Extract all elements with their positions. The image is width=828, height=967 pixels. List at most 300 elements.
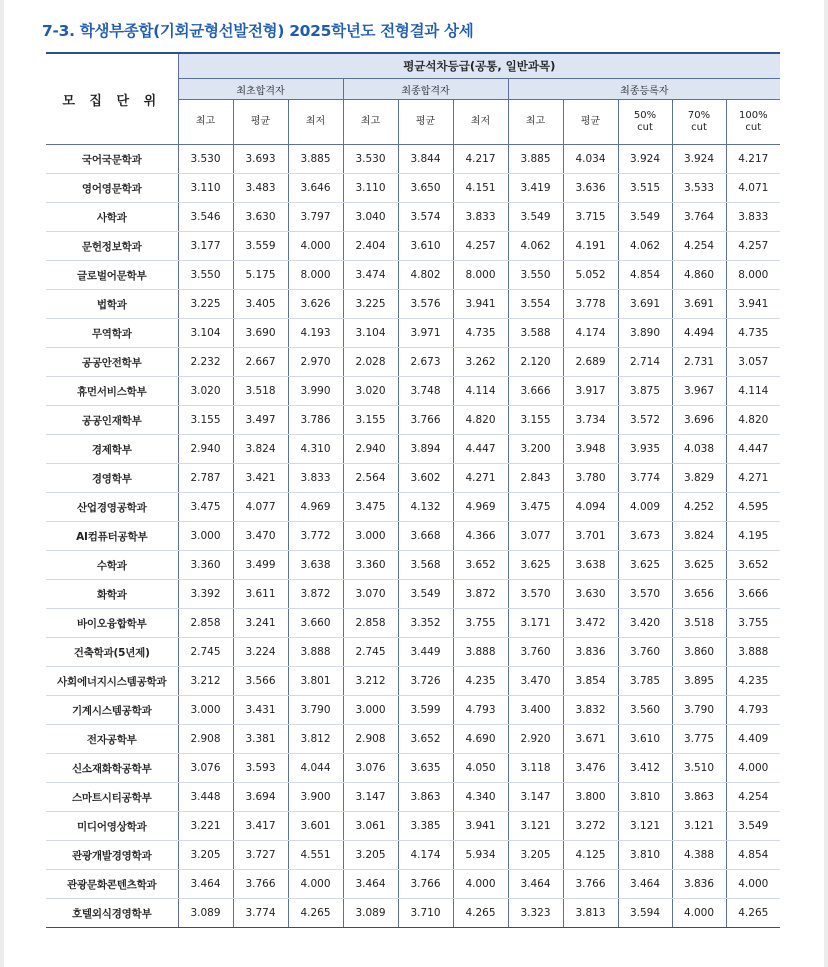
table-row: [46, 493, 780, 522]
group-header-final-admit: 최종합격자: [343, 79, 508, 100]
grade-cell: 8.000: [288, 261, 343, 290]
table-row: [46, 290, 780, 319]
column-header: 100% cut: [726, 100, 780, 145]
grade-cell: 4.252: [672, 493, 726, 522]
department-name: 호텔외식경영학부: [46, 899, 178, 928]
grade-cell: 3.652: [398, 725, 453, 754]
grade-cell: 2.940: [178, 435, 233, 464]
grade-cell: 3.766: [398, 870, 453, 899]
grade-cell: 3.971: [398, 319, 453, 348]
section-title: 7-3. 학생부종합(기회균형선발전형) 2025학년도 전형결과 상세: [42, 22, 474, 40]
grade-cell: 3.812: [288, 725, 343, 754]
department-name: 공공인재학부: [46, 406, 178, 435]
grade-cell: 3.650: [398, 174, 453, 203]
grade-cell: 3.638: [288, 551, 343, 580]
grade-cell: 3.400: [508, 696, 563, 725]
grade-cell: 3.890: [618, 319, 672, 348]
grade-cell: 3.360: [178, 551, 233, 580]
grade-cell: 3.748: [398, 377, 453, 406]
grade-cell: 3.693: [233, 145, 288, 174]
grade-cell: 3.780: [563, 464, 618, 493]
table-row: [46, 754, 780, 783]
grade-cell: 3.760: [618, 638, 672, 667]
grade-cell: 3.155: [178, 406, 233, 435]
grade-cell: 3.766: [398, 406, 453, 435]
grade-cell: 3.550: [508, 261, 563, 290]
department-name: 사회에너지시스템공학과: [46, 667, 178, 696]
grade-cell: 3.786: [288, 406, 343, 435]
grade-cell: 3.824: [672, 522, 726, 551]
table-row: [46, 812, 780, 841]
column-header: 평균: [563, 100, 618, 145]
grade-cell: 3.844: [398, 145, 453, 174]
grade-cell: 3.666: [726, 580, 780, 609]
grade-cell: 4.094: [563, 493, 618, 522]
grade-cell: 3.518: [233, 377, 288, 406]
grade-cell: 3.810: [618, 783, 672, 812]
grade-cell: 3.385: [398, 812, 453, 841]
grade-cell: 3.549: [398, 580, 453, 609]
table-header: [46, 53, 780, 145]
grade-cell: 3.476: [563, 754, 618, 783]
grade-cell: 3.666: [508, 377, 563, 406]
grade-cell: 4.494: [672, 319, 726, 348]
grade-cell: 4.114: [453, 377, 508, 406]
grade-cell: 3.205: [178, 841, 233, 870]
department-name: 사학과: [46, 203, 178, 232]
grade-cell: 3.690: [233, 319, 288, 348]
grade-cell: 4.191: [563, 232, 618, 261]
document-page: [4, 0, 824, 967]
grade-cell: 4.802: [398, 261, 453, 290]
grade-cell: 3.775: [672, 725, 726, 754]
grade-cell: 3.810: [618, 841, 672, 870]
table-row: [46, 377, 780, 406]
grade-cell: 2.970: [288, 348, 343, 377]
group-header-enrolled: 최종등록자: [508, 79, 780, 100]
table-row: [46, 406, 780, 435]
department-name: 경제학부: [46, 435, 178, 464]
grade-cell: 3.764: [672, 203, 726, 232]
grade-cell: 4.009: [618, 493, 672, 522]
table-row: [46, 174, 780, 203]
grade-cell: 3.360: [343, 551, 398, 580]
grade-cell: 3.660: [288, 609, 343, 638]
grade-cell: 3.594: [618, 899, 672, 928]
grade-cell: 3.588: [508, 319, 563, 348]
grade-cell: 3.833: [288, 464, 343, 493]
grade-cell: 3.205: [508, 841, 563, 870]
grade-cell: 3.518: [672, 609, 726, 638]
grade-cell: 5.175: [233, 261, 288, 290]
grade-cell: 3.601: [288, 812, 343, 841]
grade-cell: 4.860: [672, 261, 726, 290]
grade-cell: 4.050: [453, 754, 508, 783]
department-name: 관광개발경영학과: [46, 841, 178, 870]
grade-cell: 3.638: [563, 551, 618, 580]
grade-cell: 3.832: [563, 696, 618, 725]
table-row: [46, 899, 780, 928]
grade-cell: 3.801: [288, 667, 343, 696]
grade-cell: 3.872: [288, 580, 343, 609]
grade-cell: 3.392: [178, 580, 233, 609]
grade-cell: 3.760: [508, 638, 563, 667]
department-name: 관광문화콘텐츠학과: [46, 870, 178, 899]
grade-cell: 4.969: [453, 493, 508, 522]
grade-cell: 4.062: [618, 232, 672, 261]
grade-cell: 3.888: [453, 638, 508, 667]
table-row: [46, 609, 780, 638]
grade-cell: 3.885: [288, 145, 343, 174]
grade-cell: 4.000: [288, 870, 343, 899]
grade-cell: 2.858: [178, 609, 233, 638]
column-header: 최고: [343, 100, 398, 145]
grade-cell: 3.118: [508, 754, 563, 783]
grade-cell: 3.570: [508, 580, 563, 609]
department-name: 경영학부: [46, 464, 178, 493]
table-row: [46, 232, 780, 261]
grade-cell: 3.772: [288, 522, 343, 551]
grade-cell: 4.854: [618, 261, 672, 290]
grade-cell: 4.125: [563, 841, 618, 870]
department-name: 휴먼서비스학부: [46, 377, 178, 406]
grade-cell: 4.735: [726, 319, 780, 348]
table-row: [46, 638, 780, 667]
column-header: 최저: [288, 100, 343, 145]
grade-cell: 3.829: [672, 464, 726, 493]
column-header: 최고: [508, 100, 563, 145]
grade-cell: 3.863: [398, 783, 453, 812]
department-name: 국어국문학과: [46, 145, 178, 174]
grade-cell: 4.257: [726, 232, 780, 261]
grade-cell: 3.755: [453, 609, 508, 638]
grade-cell: 4.217: [726, 145, 780, 174]
grade-cell: 4.793: [726, 696, 780, 725]
grade-cell: 3.089: [178, 899, 233, 928]
grade-cell: 3.549: [726, 812, 780, 841]
grade-cell: 3.941: [453, 290, 508, 319]
grade-cell: 3.797: [288, 203, 343, 232]
grade-cell: 3.272: [563, 812, 618, 841]
grade-cell: 3.727: [233, 841, 288, 870]
grade-cell: 3.701: [563, 522, 618, 551]
grade-cell: 3.854: [563, 667, 618, 696]
grade-cell: 2.120: [508, 348, 563, 377]
grade-cell: 3.630: [563, 580, 618, 609]
department-name: 기계시스템공학과: [46, 696, 178, 725]
grade-cell: 4.174: [563, 319, 618, 348]
grade-cell: 3.000: [178, 696, 233, 725]
grade-cell: 3.836: [563, 638, 618, 667]
grade-cell: 3.499: [233, 551, 288, 580]
grade-cell: 3.570: [618, 580, 672, 609]
grade-cell: 3.147: [343, 783, 398, 812]
grade-cell: 4.195: [726, 522, 780, 551]
grade-cell: 3.464: [343, 870, 398, 899]
grade-cell: 3.568: [398, 551, 453, 580]
grade-cell: 4.793: [453, 696, 508, 725]
department-name: 글로벌어문학부: [46, 261, 178, 290]
grade-cell: 3.417: [233, 812, 288, 841]
grade-cell: 3.790: [672, 696, 726, 725]
grade-cell: 3.948: [563, 435, 618, 464]
department-name: 미디어영상학과: [46, 812, 178, 841]
grade-cell: 4.820: [726, 406, 780, 435]
grade-cell: 4.388: [672, 841, 726, 870]
grade-cell: 3.941: [453, 812, 508, 841]
grade-cell: 3.121: [672, 812, 726, 841]
grade-cell: 4.595: [726, 493, 780, 522]
column-header: 최저: [453, 100, 508, 145]
grade-cell: 3.104: [343, 319, 398, 348]
department-name: 신소재화학공학부: [46, 754, 178, 783]
grade-cell: 3.694: [233, 783, 288, 812]
grade-cell: 3.900: [288, 783, 343, 812]
grade-cell: 3.475: [178, 493, 233, 522]
grade-cell: 3.872: [453, 580, 508, 609]
grade-cell: 3.076: [343, 754, 398, 783]
grade-cell: 3.734: [563, 406, 618, 435]
grade-cell: 3.061: [343, 812, 398, 841]
grade-cell: 2.908: [178, 725, 233, 754]
grade-cell: 3.497: [233, 406, 288, 435]
table-row: [46, 841, 780, 870]
grade-cell: 3.448: [178, 783, 233, 812]
grade-cell: 4.854: [726, 841, 780, 870]
table-row: [46, 667, 780, 696]
grade-cell: 3.924: [672, 145, 726, 174]
grade-cell: 3.836: [672, 870, 726, 899]
grade-cell: 4.271: [453, 464, 508, 493]
table-row: [46, 261, 780, 290]
grade-cell: 3.550: [178, 261, 233, 290]
department-name: 스마트시티공학부: [46, 783, 178, 812]
grade-cell: 3.630: [233, 203, 288, 232]
grade-cell: 3.860: [672, 638, 726, 667]
results-table: [46, 52, 780, 928]
grade-cell: 4.690: [453, 725, 508, 754]
grade-cell: 2.564: [343, 464, 398, 493]
grade-cell: 4.271: [726, 464, 780, 493]
grade-cell: 4.071: [726, 174, 780, 203]
grade-cell: 3.813: [563, 899, 618, 928]
grade-cell: 4.193: [288, 319, 343, 348]
grade-cell: 4.254: [672, 232, 726, 261]
grade-cell: 3.474: [343, 261, 398, 290]
grade-cell: 4.254: [726, 783, 780, 812]
department-name: 화학과: [46, 580, 178, 609]
table-row: [46, 348, 780, 377]
grade-cell: 4.366: [453, 522, 508, 551]
grade-cell: 3.566: [233, 667, 288, 696]
grade-cell: 3.421: [233, 464, 288, 493]
grade-cell: 5.934: [453, 841, 508, 870]
grade-cell: 4.000: [726, 870, 780, 899]
grade-cell: 2.920: [508, 725, 563, 754]
grade-cell: 3.530: [178, 145, 233, 174]
grade-cell: 3.470: [233, 522, 288, 551]
grade-cell: 4.340: [453, 783, 508, 812]
grade-cell: 3.155: [343, 406, 398, 435]
grade-cell: 3.888: [726, 638, 780, 667]
grade-cell: 3.530: [343, 145, 398, 174]
grade-cell: 2.028: [343, 348, 398, 377]
grade-cell: 3.778: [563, 290, 618, 319]
grade-cell: 3.431: [233, 696, 288, 725]
grade-cell: 3.225: [178, 290, 233, 319]
department-name: 법학과: [46, 290, 178, 319]
grade-cell: 4.265: [288, 899, 343, 928]
grade-cell: 3.635: [398, 754, 453, 783]
grade-cell: 4.174: [398, 841, 453, 870]
grade-cell: 3.559: [233, 232, 288, 261]
grade-cell: 4.132: [398, 493, 453, 522]
grade-cell: 3.510: [672, 754, 726, 783]
grade-cell: 3.200: [508, 435, 563, 464]
grade-cell: 3.212: [343, 667, 398, 696]
grade-cell: 3.625: [672, 551, 726, 580]
grade-cell: 2.404: [343, 232, 398, 261]
grade-cell: 4.735: [453, 319, 508, 348]
grade-cell: 3.574: [398, 203, 453, 232]
grade-cell: 3.652: [726, 551, 780, 580]
grade-cell: 3.967: [672, 377, 726, 406]
grade-cell: 3.673: [618, 522, 672, 551]
grade-cell: 4.038: [672, 435, 726, 464]
department-name: 공공안전학부: [46, 348, 178, 377]
grade-cell: 3.671: [563, 725, 618, 754]
grade-cell: 3.483: [233, 174, 288, 203]
grade-cell: 3.205: [343, 841, 398, 870]
grade-cell: 2.940: [343, 435, 398, 464]
table-row: [46, 696, 780, 725]
grade-cell: 3.875: [618, 377, 672, 406]
grade-cell: 3.888: [288, 638, 343, 667]
grade-cell: 4.409: [726, 725, 780, 754]
department-name: 건축학과(5년제): [46, 638, 178, 667]
table-row: [46, 435, 780, 464]
grade-cell: 4.969: [288, 493, 343, 522]
grade-cell: 3.475: [508, 493, 563, 522]
grade-cell: 3.040: [343, 203, 398, 232]
table-row: [46, 551, 780, 580]
grade-cell: 5.052: [563, 261, 618, 290]
grade-cell: 3.774: [618, 464, 672, 493]
grade-cell: 3.766: [233, 870, 288, 899]
grade-cell: 3.070: [343, 580, 398, 609]
table-row: [46, 319, 780, 348]
table-row: [46, 464, 780, 493]
grade-cell: 3.696: [672, 406, 726, 435]
table-row: [46, 725, 780, 754]
grade-cell: 2.843: [508, 464, 563, 493]
grade-cell: 3.726: [398, 667, 453, 696]
grade-cell: 2.787: [178, 464, 233, 493]
grade-cell: 3.262: [453, 348, 508, 377]
grade-cell: 3.602: [398, 464, 453, 493]
grade-cell: 3.611: [233, 580, 288, 609]
grade-cell: 3.472: [563, 609, 618, 638]
grade-cell: 3.610: [398, 232, 453, 261]
table-row: [46, 203, 780, 232]
grade-cell: 8.000: [453, 261, 508, 290]
grade-cell: 3.625: [508, 551, 563, 580]
grade-cell: 8.000: [726, 261, 780, 290]
grade-cell: 4.447: [453, 435, 508, 464]
grade-cell: 3.766: [563, 870, 618, 899]
grade-cell: 2.731: [672, 348, 726, 377]
grade-cell: 3.000: [178, 522, 233, 551]
grade-cell: 3.790: [288, 696, 343, 725]
grade-cell: 3.554: [508, 290, 563, 319]
grade-cell: 3.464: [508, 870, 563, 899]
grade-cell: 3.089: [343, 899, 398, 928]
grade-cell: 3.405: [233, 290, 288, 319]
grade-cell: 2.745: [178, 638, 233, 667]
grade-cell: 4.551: [288, 841, 343, 870]
column-header: 평균: [398, 100, 453, 145]
department-name: 바이오융합학부: [46, 609, 178, 638]
column-header: 50% cut: [618, 100, 672, 145]
group-header-initial: 최초합격자: [178, 79, 343, 100]
grade-cell: 3.000: [343, 522, 398, 551]
grade-cell: 4.235: [726, 667, 780, 696]
grade-cell: 4.114: [726, 377, 780, 406]
grade-cell: 3.691: [672, 290, 726, 319]
grade-cell: 3.990: [288, 377, 343, 406]
grade-cell: 3.549: [508, 203, 563, 232]
grade-cell: 2.673: [398, 348, 453, 377]
grade-cell: 3.147: [508, 783, 563, 812]
grade-cell: 3.715: [563, 203, 618, 232]
grade-cell: 3.824: [233, 435, 288, 464]
department-name: 산업경영공학과: [46, 493, 178, 522]
grade-cell: 3.885: [508, 145, 563, 174]
grade-cell: 3.470: [508, 667, 563, 696]
department-name: 전자공학부: [46, 725, 178, 754]
grade-cell: 4.265: [726, 899, 780, 928]
grade-cell: 3.420: [618, 609, 672, 638]
grade-cell: 3.057: [726, 348, 780, 377]
grade-cell: 3.121: [618, 812, 672, 841]
table-body: [46, 145, 780, 928]
grade-cell: 3.323: [508, 899, 563, 928]
grade-cell: 4.034: [563, 145, 618, 174]
grade-cell: 3.626: [288, 290, 343, 319]
grade-cell: 3.646: [288, 174, 343, 203]
department-name: 영어영문학과: [46, 174, 178, 203]
grade-cell: 3.177: [178, 232, 233, 261]
grade-cell: 3.800: [563, 783, 618, 812]
department-name: 수학과: [46, 551, 178, 580]
grade-cell: 3.560: [618, 696, 672, 725]
grade-cell: 4.062: [508, 232, 563, 261]
grade-cell: 3.625: [618, 551, 672, 580]
grade-cell: 3.171: [508, 609, 563, 638]
grade-cell: 4.447: [726, 435, 780, 464]
table-row: [46, 145, 780, 174]
grade-cell: 3.668: [398, 522, 453, 551]
grade-cell: 3.935: [618, 435, 672, 464]
grade-cell: 4.310: [288, 435, 343, 464]
grade-cell: 3.691: [618, 290, 672, 319]
grade-cell: 2.232: [178, 348, 233, 377]
grade-cell: 4.044: [288, 754, 343, 783]
column-header: 70% cut: [672, 100, 726, 145]
grade-cell: 3.917: [563, 377, 618, 406]
grade-super-header: 평균석차등급(공통, 일반과목): [178, 53, 780, 79]
grade-cell: 3.464: [618, 870, 672, 899]
